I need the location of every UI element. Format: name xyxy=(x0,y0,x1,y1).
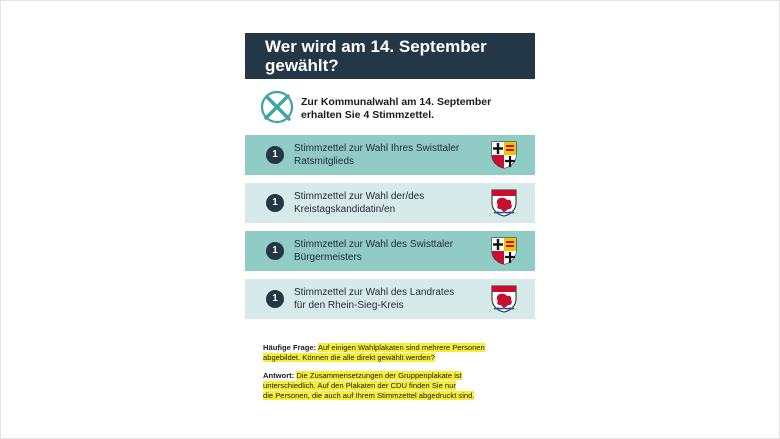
ballot-card-landrat xyxy=(245,279,535,319)
ballot-line-1: Stimmzettel zur Wahl der/des xyxy=(294,191,425,202)
ballot-description xyxy=(294,286,454,312)
ballot-line-1: Stimmzettel zur Wahl des Swisttaler xyxy=(294,239,454,250)
ballot-card-ratsmitglied xyxy=(245,135,535,175)
intro-line-2: erhalten Sie 4 Stimmzettel. xyxy=(301,109,435,121)
answer-line-2: unterschiedlich. Auf den Plakaten der CDU finden Sie nur xyxy=(263,381,456,390)
ballot-line-1: Stimmzettel zur Wahl Ihres Swisttaler xyxy=(294,143,460,154)
question-line-2: abgebildet. Können die alle direkt gewählt werden? xyxy=(263,353,435,362)
faq-answer xyxy=(263,371,525,401)
answer-line-3: die Personen, die auch auf Ihrem Stimmzettel abgedruckt sind. xyxy=(263,391,475,400)
question-label: Häufige Frage: xyxy=(263,343,317,352)
ballot-card-kreistag xyxy=(245,183,535,223)
ballot-count-badge: 1 xyxy=(266,290,284,308)
rhein-sieg-crest-icon xyxy=(491,189,517,217)
intro-section xyxy=(259,89,529,129)
ballot-count-badge: 1 xyxy=(266,194,284,212)
poster-title xyxy=(245,33,535,79)
title-line-2: gewählt? xyxy=(265,56,339,75)
ballot-line-1: Stimmzettel zur Wahl des Landrates xyxy=(294,287,455,298)
title-line-1: Wer wird am 14. September xyxy=(265,37,487,56)
rhein-sieg-crest-icon xyxy=(491,285,517,313)
faq-question xyxy=(263,343,525,363)
ballot-line-2: für den Rhein-Sieg-Kreis xyxy=(294,300,404,311)
answer-line-1: Die Zusammensetzungen der Gruppenplakate ist xyxy=(296,371,462,380)
info-poster xyxy=(245,33,535,413)
intro-text xyxy=(301,96,491,122)
ballot-description xyxy=(294,190,424,216)
ballot-count-badge: 1 xyxy=(266,146,284,164)
question-line-1: Auf einigen Wahlplakaten sind mehrere Personen xyxy=(317,343,485,352)
answer-label: Antwort: xyxy=(263,371,295,380)
ballot-cross-icon xyxy=(259,89,295,125)
ballot-card-buergermeister xyxy=(245,231,535,271)
swisttal-crest-icon xyxy=(491,237,517,265)
ballot-description xyxy=(294,142,459,168)
faq-section xyxy=(263,343,525,409)
intro-line-1: Zur Kommunalwahl am 14. September xyxy=(301,96,492,108)
ballot-line-2: Bürgermeisters xyxy=(294,252,362,263)
ballot-description xyxy=(294,238,453,264)
ballot-line-2: Kreistagskandidatin/en xyxy=(294,204,396,215)
ballot-line-2: Ratsmitglieds xyxy=(294,156,355,167)
ballot-count-badge: 1 xyxy=(266,242,284,260)
swisttal-crest-icon xyxy=(491,141,517,169)
